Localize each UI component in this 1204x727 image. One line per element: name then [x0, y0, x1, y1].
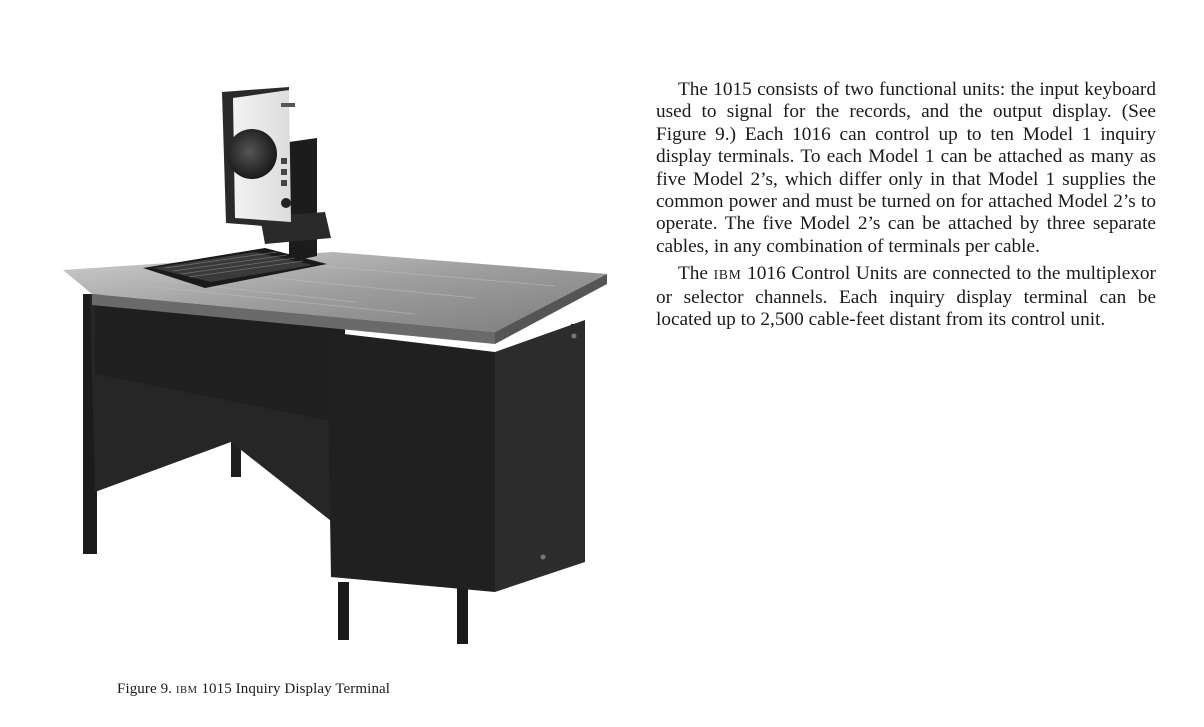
desk-pedestal	[327, 332, 495, 592]
paragraph-2-brand: IBM	[713, 267, 742, 283]
figure-caption	[117, 681, 390, 698]
paragraph-2	[656, 263, 1156, 331]
paragraph-1: The 1015 consists of two functional units: the input keyboard used to signal for the records, and the output display. (See Figure 9.) Each 1016 can control up to ten Model 1 inquiry display terminals. To each Model 1 can be attached as many as five Model 2’s, which differ only in that Model 1 supplies the common power and must be turned on for attached Model 2’s to operate. The five Model 2’s can be attached by three separate cables, in any combination of terminals per cable.	[656, 79, 1156, 257]
caption-prefix: Figure 9.	[117, 681, 173, 697]
caption-brand: IBM	[175, 685, 198, 696]
paragraph-2-rest: 1016 Control Units are connected to the multiplexor or selector channels. Each inquiry display terminal can be located up to 2,500 cable-feet distant from its control unit.	[656, 263, 1156, 331]
display-screen	[227, 129, 277, 179]
caption-title: 1015 Inquiry Display Terminal	[201, 681, 391, 697]
terminal-photo	[55, 62, 625, 672]
body-text	[656, 79, 1156, 331]
paragraph-2-lead: The	[678, 263, 708, 285]
